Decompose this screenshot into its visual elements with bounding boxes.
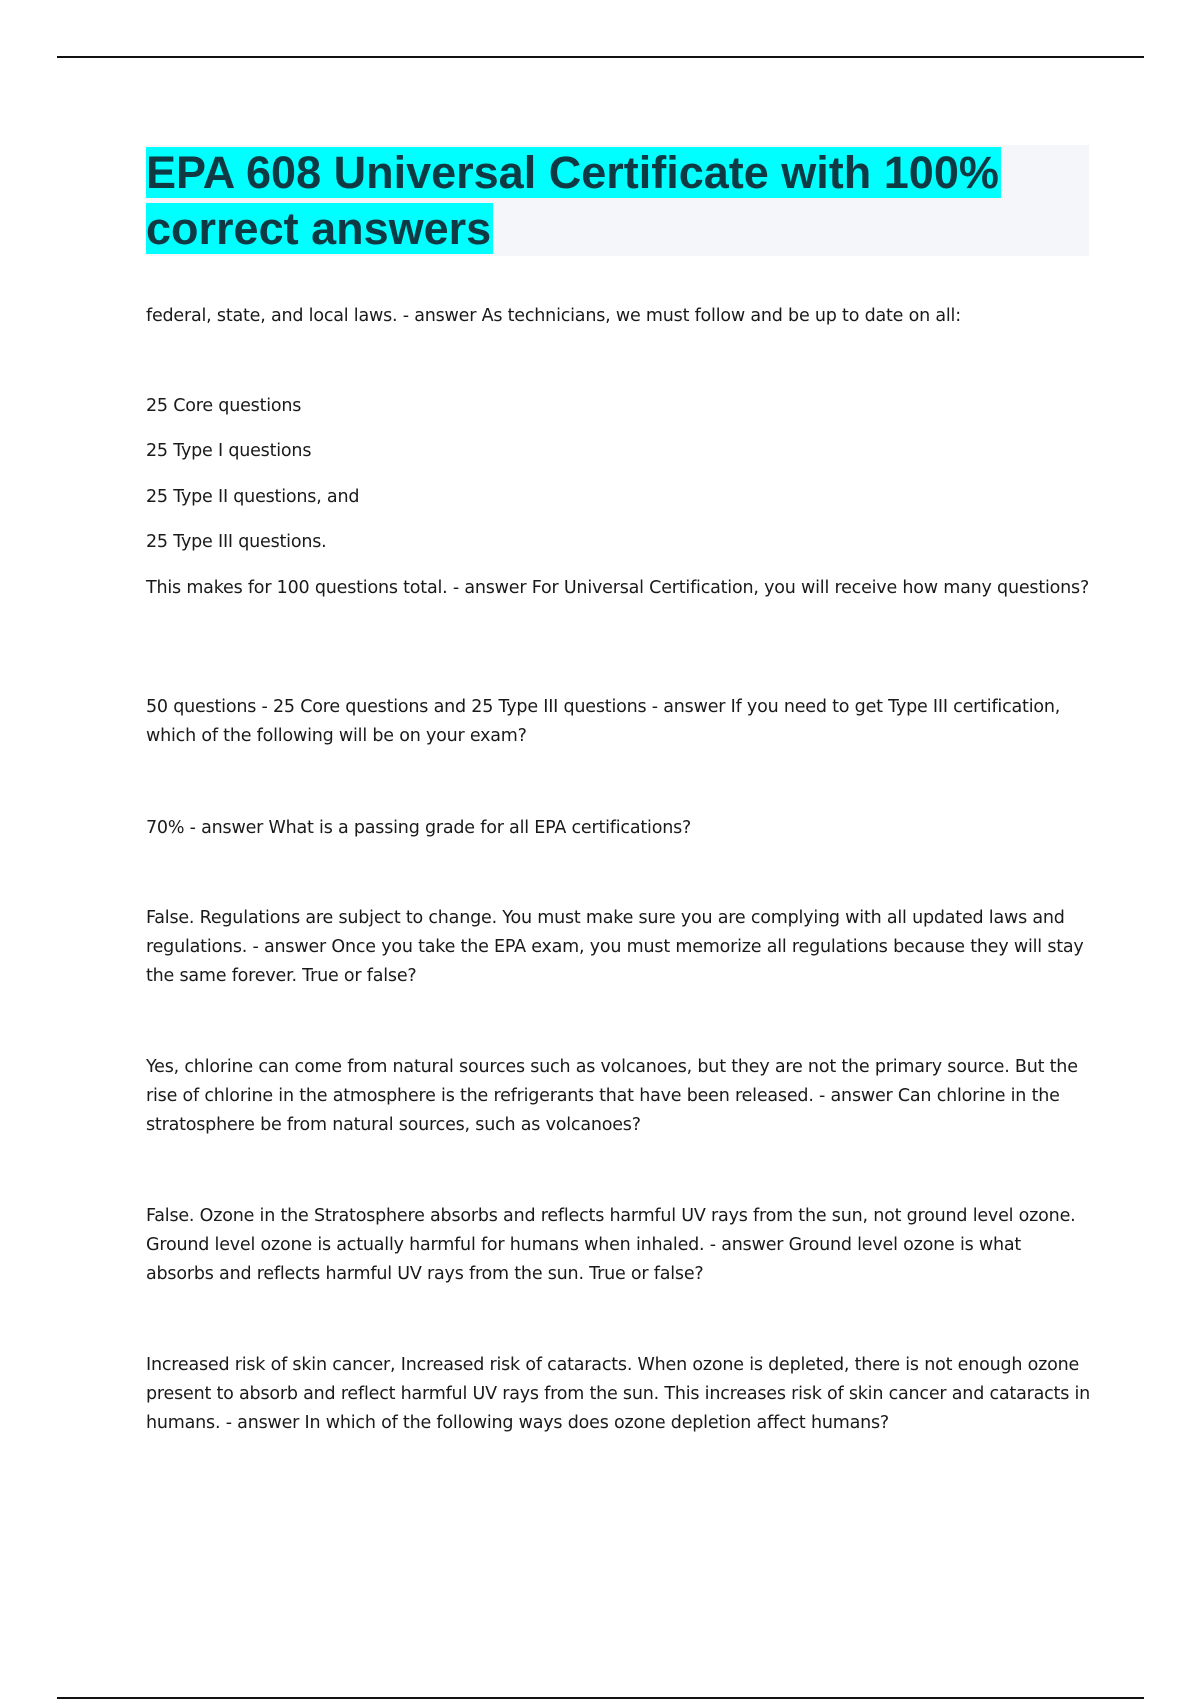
paragraph-type1-questions: 25 Type I questions: [146, 441, 312, 461]
paragraph-chlorine: Yes, chlorine can come from natural sources such as volcanoes, but they are not the primary source. But the rise of chlorine in the atmosphere is the refrigerants that have been released. - answer Can chlorine in the stratosphere be from natural sources, such as volcanoes?: [146, 1057, 1078, 1135]
paragraph-type3-questions: 25 Type III questions.: [146, 532, 327, 552]
paragraph-ground-ozone: False. Ozone in the Stratosphere absorbs and reflects harmful UV rays from the sun, not ground level ozone. Ground level ozone is actually harmful for humans when inhaled. - answer Ground level ozone is what absorbs and reflects harmful UV rays from the sun. True or false?: [146, 1206, 1076, 1284]
paragraph-type3-exam: 50 questions - 25 Core questions and 25 Type III questions - answer If you need to get Type III certification, which of the following will be on your exam?: [146, 697, 1061, 746]
page-title: [146, 145, 1089, 257]
paragraph-laws: federal, state, and local laws. - answer As technicians, we must follow and be up to date on all:: [146, 306, 961, 326]
top-rule: [57, 56, 1144, 58]
bottom-rule: [57, 1697, 1144, 1699]
paragraph-core-questions: 25 Core questions: [146, 396, 302, 416]
title-block: [146, 145, 1089, 256]
paragraph-passing-grade: 70% - answer What is a passing grade for all EPA certifications?: [146, 818, 692, 838]
paragraph-total-questions: This makes for 100 questions total. - answer For Universal Certification, you will receive how many questions?: [146, 578, 1090, 598]
title-line-1: EPA 608 Universal Certificate with 100%: [146, 147, 999, 198]
title-line-2: correct answers: [146, 203, 492, 254]
paragraph-type2-questions: 25 Type II questions, and: [146, 487, 360, 507]
paragraph-regulations: False. Regulations are subject to change. You must make sure you are complying with all updated laws and regulations. - answer Once you take the EPA exam, you must memorize all regulations because they will stay the same forever. True or false?: [146, 908, 1084, 986]
paragraph-ozone-depletion: Increased risk of skin cancer, Increased risk of cataracts. When ozone is depleted, there is not enough ozone present to absorb and reflect harmful UV rays from the sun. This increases risk of skin cancer and cataracts in humans. - answer In which of the following ways does ozone depletion affect humans?: [146, 1355, 1091, 1433]
